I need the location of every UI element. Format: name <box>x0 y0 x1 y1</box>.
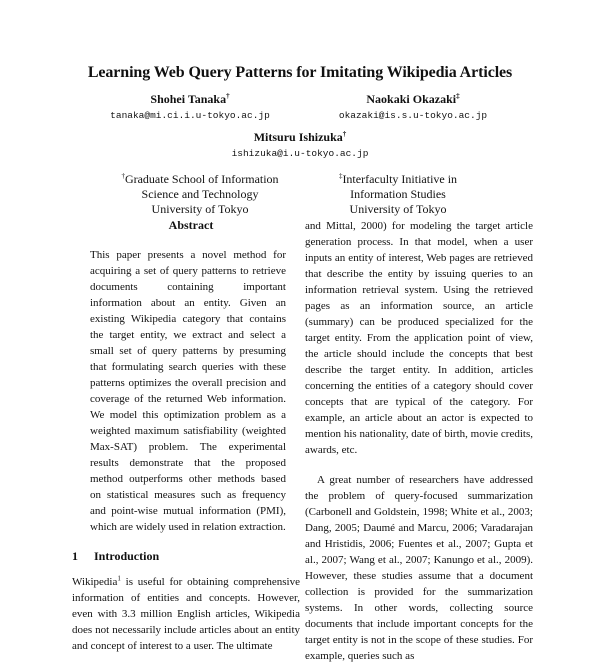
author-email: ishizuka@i.u-tokyo.ac.jp <box>231 148 369 159</box>
author-block-1 <box>100 92 280 121</box>
author-email: tanaka@mi.ci.i.u-tokyo.ac.jp <box>110 110 270 121</box>
author-name: Naokaki Okazaki‡ <box>366 92 460 106</box>
author-name: Shohei Tanaka† <box>150 92 230 106</box>
author-email: okazaki@is.s.u-tokyo.ac.jp <box>338 110 488 121</box>
author-block-2 <box>318 92 508 121</box>
paper-title: Learning Web Query Patterns for Imitating Wikipedia Articles <box>87 64 513 81</box>
right-paragraph-1: and Mittal, 2000) for modeling the target article generation process. In that model, when a user inputs an entity of interest, Web pages are retrieved that describe the entity by issuing queries to an information retrieval system. Using the retrieved pages as an information source, an article (summary) can be produced specialized for the target entity. From the application point of view, the article should include the concepts that best describe the target entity. In addition, articles concerning the entities of a category should cover concepts that are typical of the category. For example, an article about an actor is expected to mention his nationality, date of birth, movie credits, awards, etc. <box>305 220 533 456</box>
right-column <box>305 218 533 664</box>
author-block-3 <box>200 130 400 159</box>
affiliation-2: ‡Interfaculty Initiative in Information Studies University of Tokyo <box>338 172 458 216</box>
left-column <box>72 218 300 654</box>
section-heading: 1 Introduction <box>72 549 160 563</box>
right-paragraph-2: A great number of researchers have addressed the problem of query-focused summarization (Carbonell and Goldstein, 1998; White et al., 2003; Dang, 2005; Daumé and Marcu, 2006; Varadarajan and Hristidis, 2006; Fuentes et al., 2007; Gupta et al., 2007; Wang et al., 2007; Kanungo et al., 2009). However, these studies assume that a document collection is provided for the summarization systems. In other words, collecting source documents that include important concepts for the target entity is not in the scope of these studies. For example, queries such as <box>305 474 533 662</box>
affiliation-1: †Graduate School of Information Science and Technology University of Tokyo <box>121 172 279 216</box>
author-name: Mitsuru Ishizuka† <box>253 130 347 144</box>
abstract-heading: Abstract <box>168 218 214 232</box>
intro-text: Wikipedia$^1$ is useful for obtaining comprehensive information of entities and concepts. However, even with 3.3 million English articles, Wikipedia does not necessarily include articles about an entity and concept of interest to a user. The ultimate <box>72 574 300 652</box>
abstract-text: This paper presents a novel method for acquiring a set of query patterns to retrieve documents containing important information about an entity. Given an existing Wikipedia category that contains the target entity, we extract and select a small set of query patterns by presuming that formulating search queries with these patterns optimizes the overall precision and coverage of the returned Web information. We model this optimization problem as a weighted maximum satisfiability (weighted Max-SAT) problem. The experimental results demonstrate that the proposed method outperforms other methods based on statistical measures such as frequency and point-wise mutual information (PMI), which are widely used in relation extraction. <box>90 249 286 533</box>
